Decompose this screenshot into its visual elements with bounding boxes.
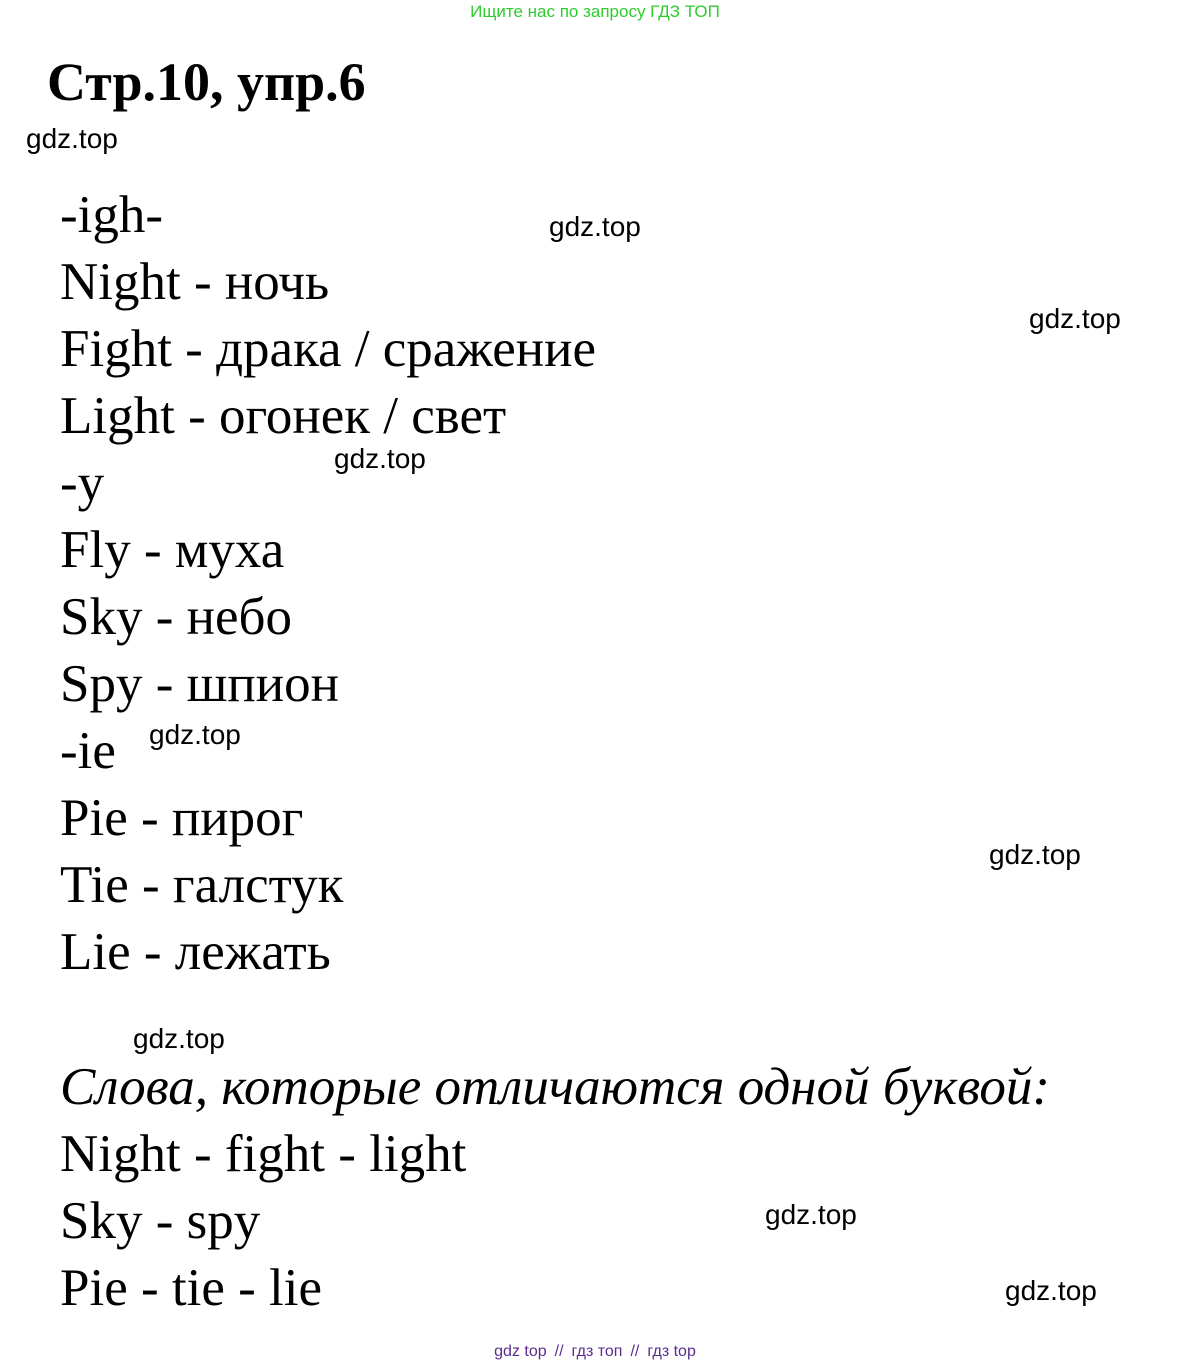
section-heading-ie: -ie bbox=[60, 722, 116, 780]
word-entry-tie: Tie - галстук bbox=[60, 856, 344, 914]
footer-link-gdz-top-mixed[interactable]: гдз top bbox=[647, 1343, 696, 1360]
footer-link-gdz-top[interactable]: gdz top bbox=[494, 1343, 547, 1360]
word-entry-light: Light - огонек / свет bbox=[60, 387, 507, 445]
footer bbox=[0, 1340, 1190, 1364]
footer-separator: // bbox=[554, 1343, 564, 1360]
word-group-pie: Pie - tie - lie bbox=[60, 1259, 322, 1317]
word-entry-fly: Fly - муха bbox=[60, 521, 285, 579]
word-entry-lie: Lie - лежать bbox=[60, 923, 331, 981]
word-group-sky: Sky - spy bbox=[60, 1192, 261, 1250]
word-entry-night: Night - ночь bbox=[60, 253, 330, 311]
word-group-night: Night - fight - light bbox=[60, 1125, 467, 1183]
watermark-text: gdz.top bbox=[149, 719, 241, 750]
footer-separator: // bbox=[630, 1343, 640, 1360]
watermark-text: gdz.top bbox=[989, 839, 1081, 870]
section-heading-igh: -igh- bbox=[60, 186, 164, 244]
footer-link-gdz-top-ru[interactable]: гдз топ bbox=[571, 1343, 623, 1360]
top-banner[interactable]: Ищите нас по запросу ГДЗ ТОП bbox=[470, 2, 720, 21]
watermark-text: gdz.top bbox=[765, 1199, 857, 1230]
watermark-text: gdz.top bbox=[334, 443, 426, 474]
word-entry-pie: Pie - пирог bbox=[60, 789, 304, 847]
subheading: Слова, которые отличаются одной буквой: bbox=[60, 1058, 1051, 1116]
watermark-text: gdz.top bbox=[26, 123, 118, 154]
word-entry-sky: Sky - небо bbox=[60, 588, 292, 646]
word-entry-spy: Spy - шпион bbox=[60, 655, 340, 713]
page-title: Стр.10, упр.6 bbox=[47, 52, 366, 112]
word-entry-fight: Fight - драка / сражение bbox=[60, 320, 597, 378]
watermark-text: gdz.top bbox=[549, 211, 641, 242]
watermark-text: gdz.top bbox=[1029, 303, 1121, 334]
section-heading-y: -y bbox=[60, 454, 105, 512]
watermark-text: gdz.top bbox=[133, 1023, 225, 1054]
watermark-text: gdz.top bbox=[1005, 1275, 1097, 1306]
